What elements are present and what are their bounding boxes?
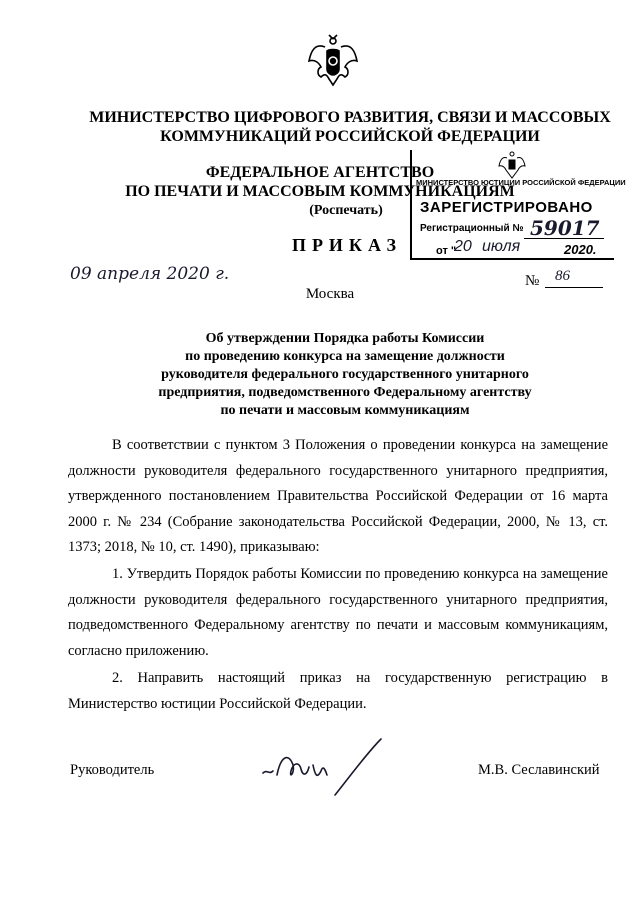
order-number-line bbox=[545, 287, 603, 288]
order-item-1: 1. Утвердить Порядок работы Комиссии по проведению конкурса на замещение должности руководителя федерального государственного унитарного предприятия, подведомственного Федеральному агентству по печати и массовым коммуникациям, согласно приложению. bbox=[68, 566, 608, 659]
document-type-title: ПРИКАЗ bbox=[291, 235, 403, 255]
agency-line2: ПО ПЕЧАТИ И МАССОВЫМ КОММУНИКАЦИЯМ bbox=[125, 183, 515, 200]
stamp-organization: МИНИСТЕРСТВО ЮСТИЦИИ РОССИЙСКОЙ ФЕДЕРАЦИИ bbox=[416, 178, 626, 187]
stamp-emblem-icon bbox=[497, 150, 527, 180]
subject-line: по печати и массовым коммуникациям bbox=[220, 403, 470, 418]
signer-name: М.В. Сеславинский bbox=[478, 762, 600, 778]
handwritten-signature-icon bbox=[255, 735, 395, 805]
subject-line: по проведению конкурса на замещение должности bbox=[185, 349, 505, 364]
handwritten-order-number: 86 bbox=[555, 268, 570, 284]
agency-short-name: (Роспечать) bbox=[309, 203, 383, 218]
agency-line1: ФЕДЕРАЛЬНОЕ АГЕНТСТВО bbox=[205, 164, 435, 181]
subject-line: предприятия, подведомственного Федеральному агентству bbox=[158, 385, 532, 400]
stamp-date-month: июля bbox=[482, 238, 521, 255]
preamble-paragraph: В соответствии с пунктом 3 Положения о проведении конкурса на замещение должности руководителя федерального государственного унитарного предприятия, утвержденного постановлением Правительства Российской Федерации от 16 марта 2000 г. № 234 (Собрание законодательства Российской Федерации, 2000, № 13, ст. 1373; 2018, № 10, ст. 1490), приказываю: bbox=[68, 437, 608, 555]
ministry-line1: МИНИСТЕРСТВО ЦИФРОВОГО РАЗВИТИЯ, СВЯЗИ И МАССОВЫХ bbox=[89, 109, 611, 126]
subject-line: Об утверждении Порядка работы Комиссии bbox=[205, 331, 485, 346]
signer-role: Руководитель bbox=[70, 762, 155, 778]
ministry-name bbox=[60, 108, 640, 146]
order-subject bbox=[100, 330, 590, 420]
subject-line: руководителя федерального государственного унитарного bbox=[161, 367, 529, 382]
registration-stamp bbox=[410, 150, 626, 260]
handwritten-date: 09 апреля 2020 г. bbox=[70, 264, 230, 284]
stamp-date-day: 20 bbox=[454, 238, 472, 255]
order-number-label: № bbox=[525, 273, 540, 289]
stamp-reg-number-label: Регистрационный № bbox=[420, 223, 524, 234]
city: Москва bbox=[305, 286, 355, 302]
ministry-line2: КОММУНИКАЦИЙ РОССИЙСКОЙ ФЕДЕРАЦИИ bbox=[160, 128, 540, 145]
state-emblem-icon bbox=[305, 33, 361, 89]
stamp-reg-number: 59017 bbox=[530, 216, 600, 240]
order-item-2: 2. Направить настоящий приказ на государственную регистрацию в Министерство юстиции Российской Федерации. bbox=[68, 670, 608, 712]
stamp-date-of-label: от " bbox=[436, 245, 457, 257]
stamp-registered-label: ЗАРЕГИСТРИРОВАНО bbox=[420, 199, 593, 216]
stamp-date-year: 2020. bbox=[564, 242, 597, 257]
